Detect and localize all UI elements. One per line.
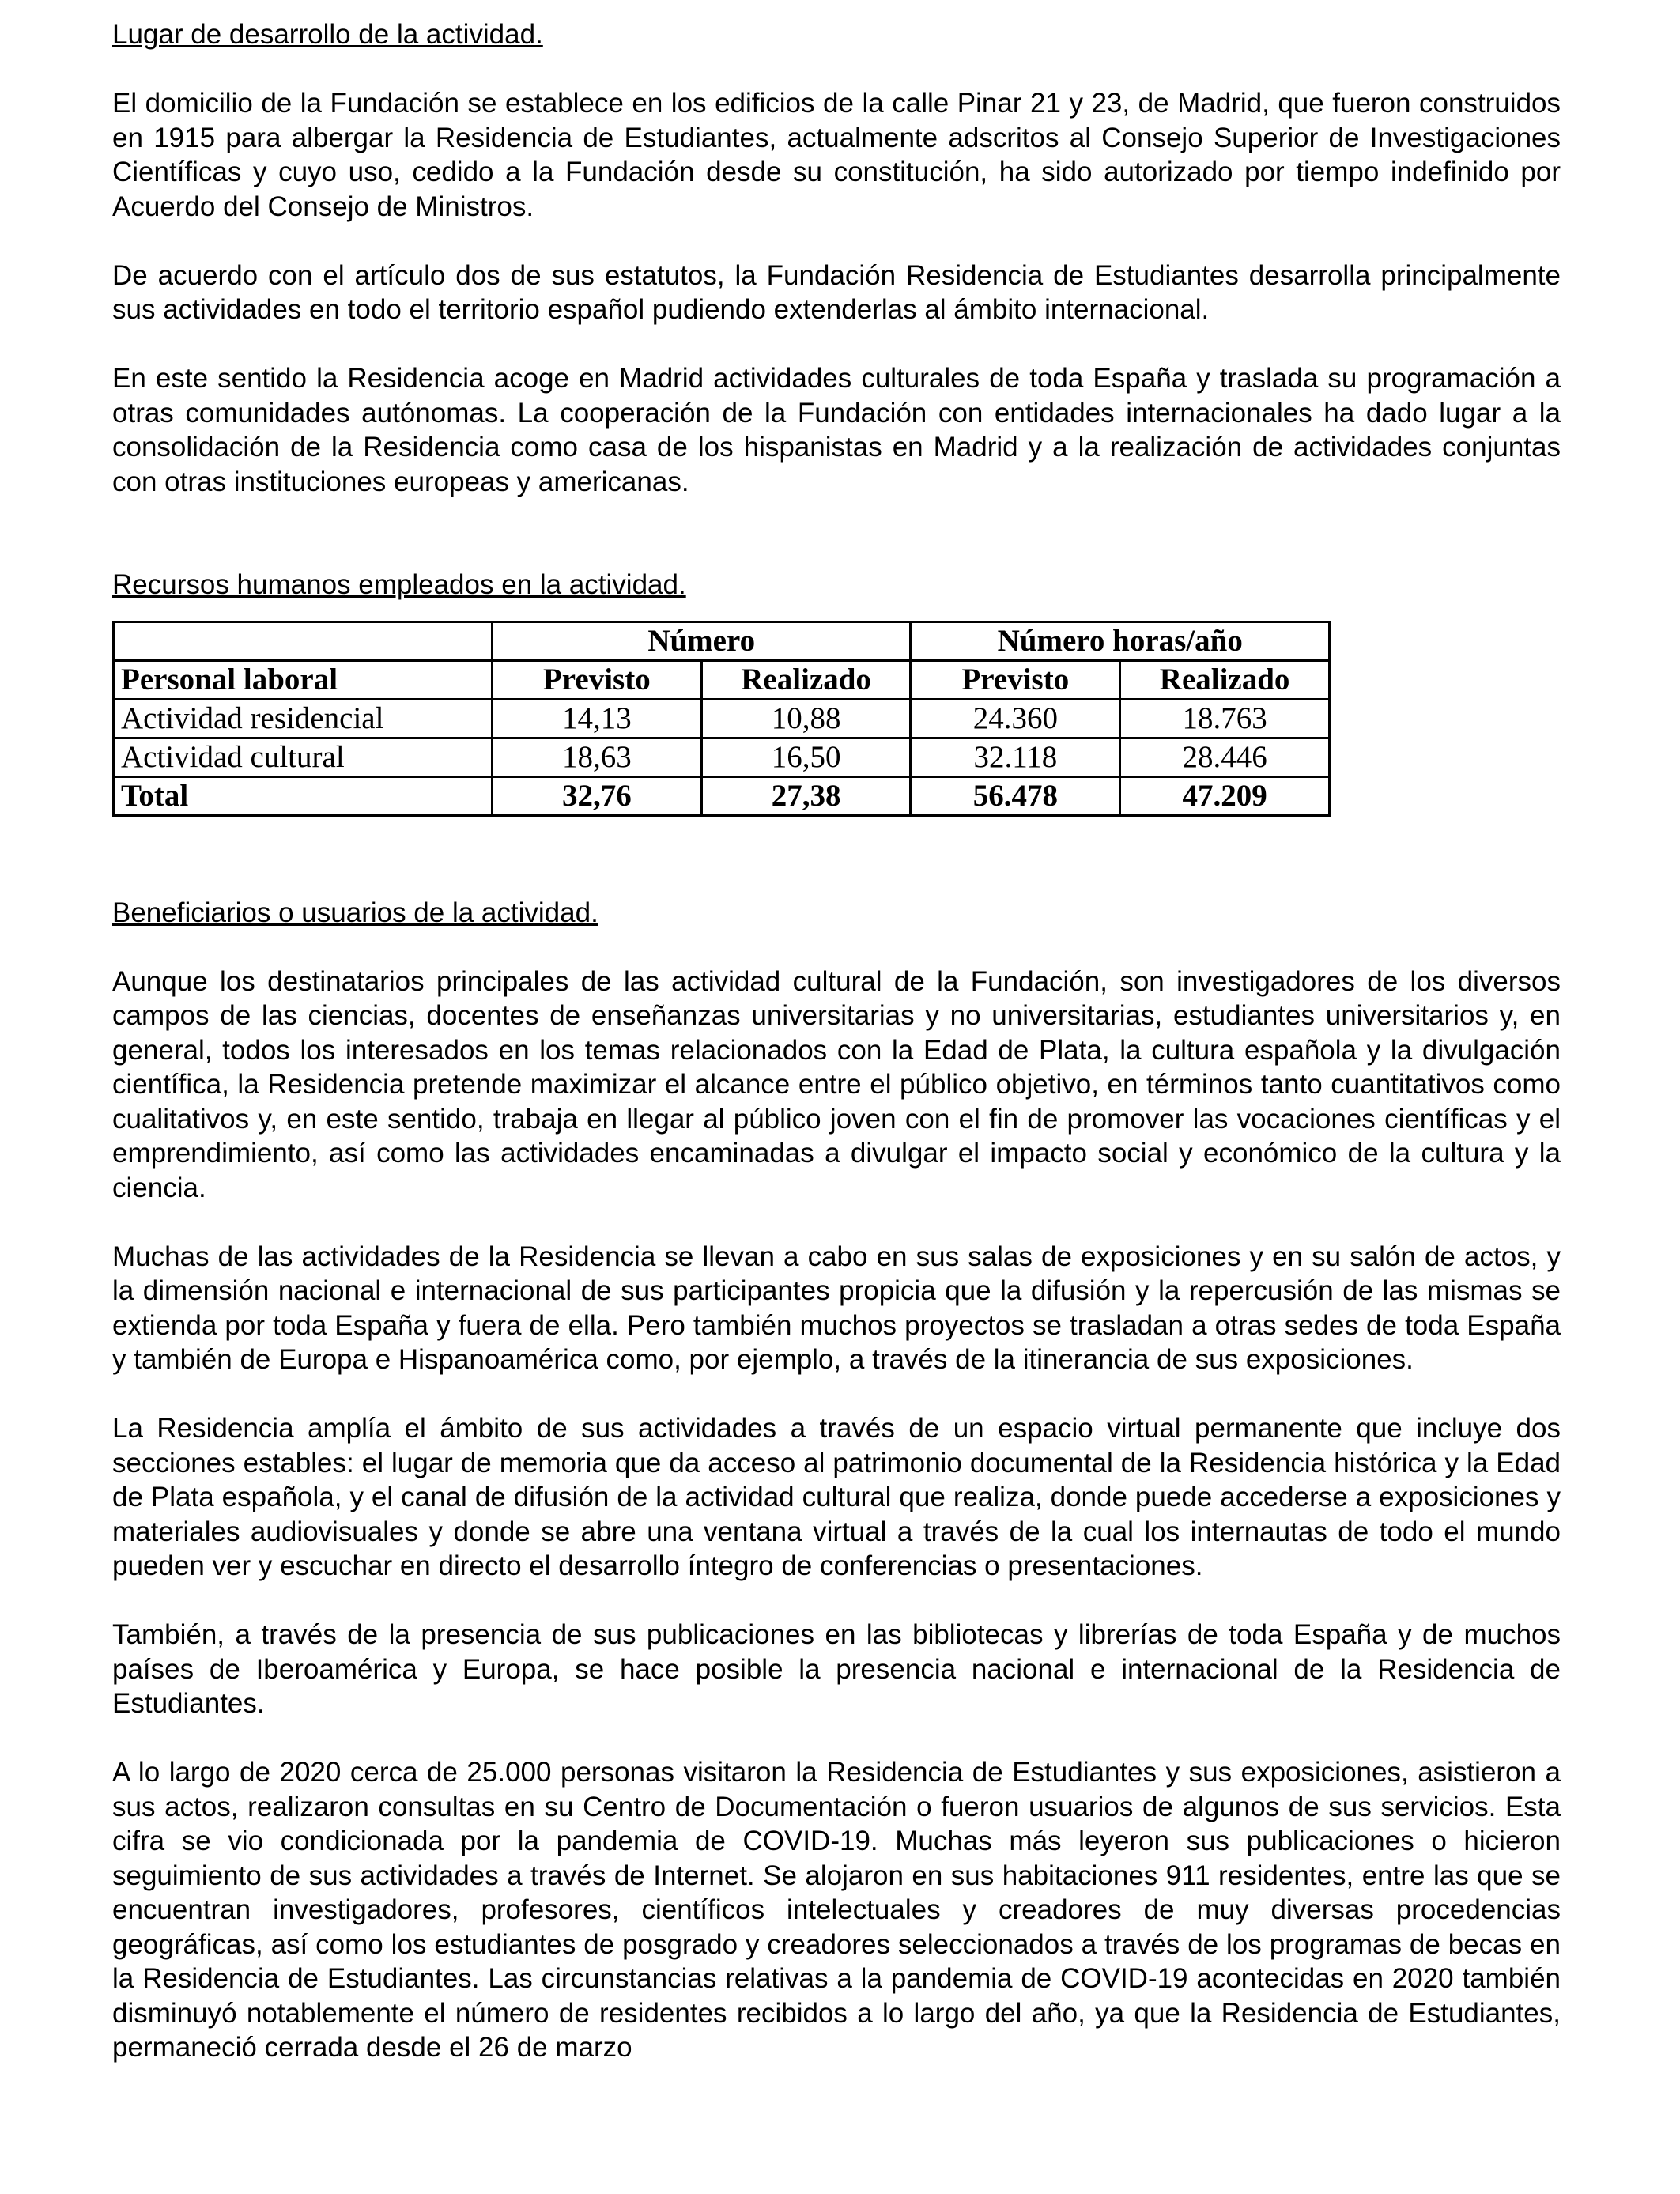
table-cell: 18,63 — [492, 738, 701, 776]
sub-header-realizado: Realizado — [1120, 660, 1330, 699]
sub-header-realizado: Realizado — [701, 660, 911, 699]
table-cell: 28.446 — [1120, 738, 1330, 776]
table-cell: 47.209 — [1120, 776, 1330, 815]
table-cell: 18.763 — [1120, 699, 1330, 738]
paragraph: La Residencia amplía el ámbito de sus actividades a través de un espacio virtual permanente que incluye dos secciones estables: el lugar de memoria que da acceso al patrimonio documental de la Residencia histórica y la Edad de Plata española, y el canal de difusión de la actividad cultural que realiza, donde puede accederse a exposiciones y materiales audiovisuales y donde se abre una ventana virtual a través de la cual los internautas de todo el mundo pueden ver y escuchar en directo el desarrollo íntegro de conferencias o presentaciones. — [112, 1413, 1561, 1581]
paragraph: También, a través de la presencia de sus publicaciones en las bibliotecas y librerías de toda España y de muchos países de Iberoamérica y Europa, se hace posible la presencia nacional e internacional de la Residencia de Estudiantes. — [112, 1619, 1561, 1719]
table-cell: 16,50 — [701, 738, 911, 776]
table-cell: 24.360 — [911, 699, 1120, 738]
human-resources-table — [112, 621, 1331, 817]
table-sub-header-row — [114, 660, 1330, 699]
table-group-header-row — [114, 621, 1330, 660]
table-cell: 32,76 — [492, 776, 701, 815]
section-heading-beneficiarios: Beneficiarios o usuarios de la actividad. — [112, 897, 598, 928]
section-heading-recursos: Recursos humanos empleados en la actividad. — [112, 569, 686, 600]
row-label: Actividad cultural — [114, 738, 493, 776]
paragraph: De acuerdo con el artículo dos de sus estatutos, la Fundación Residencia de Estudiantes desarrolla principalmente sus actividades en todo el territorio español pudiendo extenderlas al ámbito internacional. — [112, 259, 1561, 325]
table-corner-cell — [114, 621, 493, 660]
document-page — [112, 17, 1561, 2065]
group-header-horas: Número horas/año — [911, 621, 1330, 660]
paragraph: Aunque los destinatarios principales de las actividad cultural de la Fundación, son investigadores de los diversos campos de las ciencias, docentes de enseñanzas universitarias y no universitarias, estudiantes universitarios y, en general, todos los interesados en los temas relacionados con la Edad de Plata, la cultura española y la divulgación científica, la Residencia pretende maximizar el alcance entre el público objetivo, en términos tanto cuantitativos como cualitativos y, en este sentido, trabaja en llegar al público joven con el fin de promover las vocaciones científicas y el emprendimiento, así como las actividades encaminadas a divulgar el impacto social y económico de la cultura y la ciencia. — [112, 965, 1561, 1203]
section-heading-lugar: Lugar de desarrollo de la actividad. — [112, 19, 543, 50]
table-total-row — [114, 776, 1330, 815]
table-cell: 10,88 — [701, 699, 911, 738]
group-header-numero: Número — [492, 621, 911, 660]
row-label: Total — [114, 776, 493, 815]
paragraph: Muchas de las actividades de la Residencia se llevan a cabo en sus salas de exposiciones y en su salón de actos, y la dimensión nacional e internacional de sus participantes propicia que la difusión y la repercusión de las mismas se extienda por toda España y fuera de ella. Pero también muchos proyectos se trasladan a otras sedes de toda España y también de Europa e Hispanoamérica como, por ejemplo, a través de la itinerancia de sus exposiciones. — [112, 1240, 1561, 1375]
table-row — [114, 699, 1330, 738]
paragraph: A lo largo de 2020 cerca de 25.000 personas visitaron la Residencia de Estudiantes y sus exposiciones, asistieron a sus actos, realizaron consultas en su Centro de Documentación o fueron usuarios de algunos de sus servicios. Esta cifra se vio condicionada por la pandemia de COVID-19. Muchas más leyeron sus publicaciones o hicieron seguimiento de sus actividades a través de Internet. Se alojaron en sus habitaciones 911 residentes, entre las que se encuentran investigadores, profesores, científicos intelectuales y creadores de muy diversas procedencias geográficas, así como los estudiantes de posgrado y creadores seleccionados a través de los programas de becas en la Residencia de Estudiantes. Las circunstancias relativas a la pandemia de COVID-19 acontecidas en 2020 también disminuyó notablemente el número de residentes recibidos a lo largo del año, ya que la Residencia de Estudiantes, permaneció cerrada desde el 26 de marzo — [112, 1757, 1561, 2063]
sub-header-previsto: Previsto — [911, 660, 1120, 699]
human-resources-table-wrap — [112, 621, 1561, 817]
sub-header-previsto: Previsto — [492, 660, 701, 699]
row-label: Actividad residencial — [114, 699, 493, 738]
table-cell: 14,13 — [492, 699, 701, 738]
row-header-personal: Personal laboral — [114, 660, 493, 699]
table-cell: 27,38 — [701, 776, 911, 815]
paragraph: En este sentido la Residencia acoge en Madrid actividades culturales de toda España y traslada su programación a otras comunidades autónomas. La cooperación de la Fundación con entidades internacionales ha dado lugar a la consolidación de la Residencia como casa de los hispanistas en Madrid y a la realización de actividades conjuntas con otras instituciones europeas y americanas. — [112, 363, 1561, 497]
table-cell: 56.478 — [911, 776, 1120, 815]
paragraph: El domicilio de la Fundación se establece en los edificios de la calle Pinar 21 y 23, de Madrid, que fueron construidos en 1915 para albergar la Residencia de Estudiantes, actualmente adscritos al Consejo Superior de Investigaciones Científicas y cuyo uso, cedido a la Fundación desde su constitución, ha sido autorizado por tiempo indefinido por Acuerdo del Consejo de Ministros. — [112, 88, 1561, 222]
table-cell: 32.118 — [911, 738, 1120, 776]
table-row — [114, 738, 1330, 776]
